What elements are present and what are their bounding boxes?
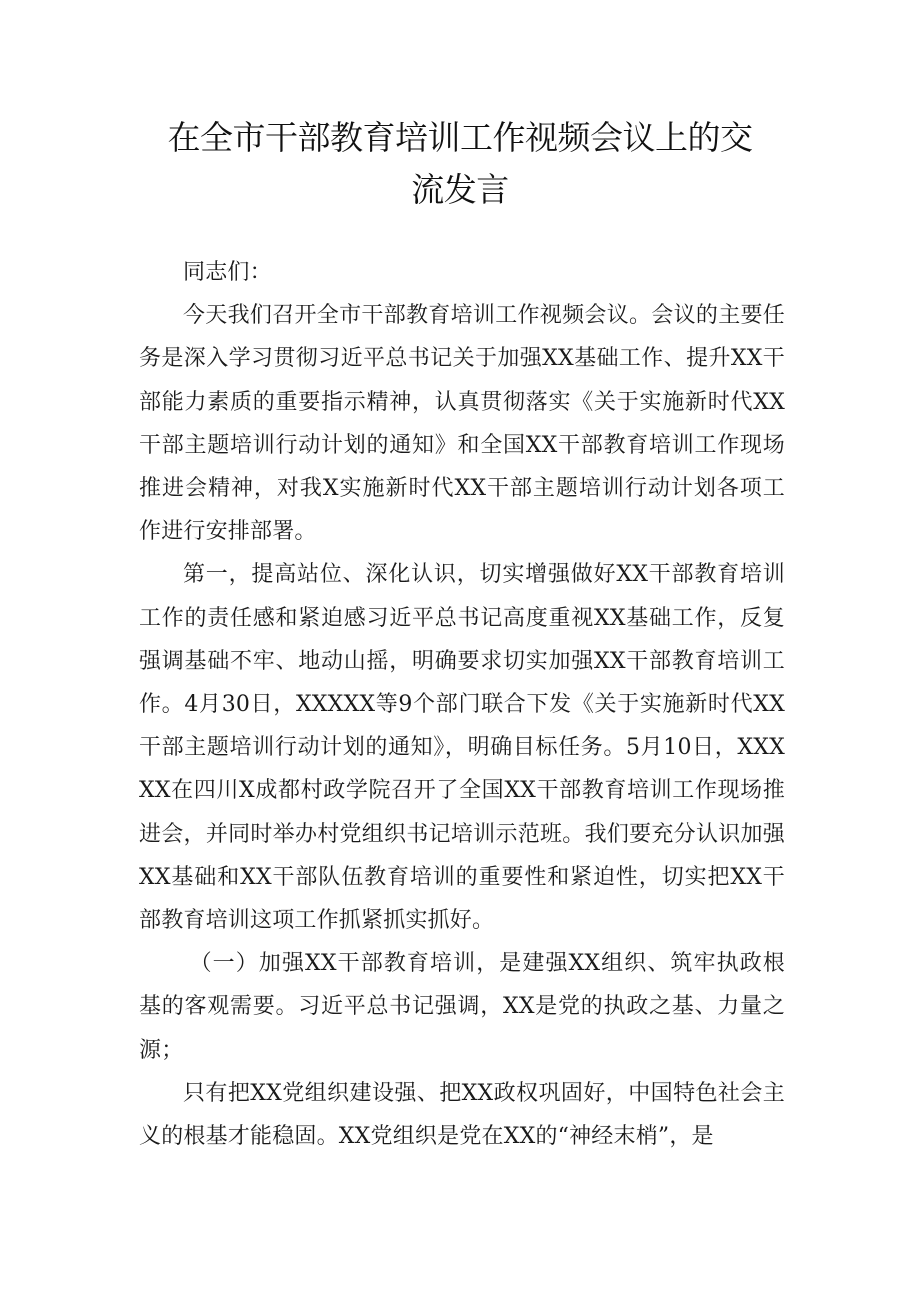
document-title (160, 112, 760, 216)
title-line-2: 流发言 (411, 170, 509, 209)
paragraph-subsection-one: （一）加强XX干部教育培训，是建强XX组织、筑牢执政根基的客观需要。习近平总书记强调，XX是党的执政之基、力量之源； (139, 951, 785, 1063)
paragraph-section-one: 第一，提高站位、深化认识，切实增强做好XX干部教育培训工作的责任感和紧迫感习近平总书记高度重视XX基础工作，反复强调基础不牢、地动山摇，明确要求切实加强XX干部教育培训工作。4月30日，XXXXX等9个部门联合下发《关于实施新时代XX干部主题培训行动计划的通知》，明确目标任务。5月10日，XXXXX在四川X成都村政学院召开了全国XX干部教育培训工作现场推进会，并同时举办村党组织书记培训示范班。我们要充分认识加强XX基础和XX干部队伍教育培训的重要性和紧迫性，切实把XX干部教育培训这项工作抓紧抓实抓好。 (139, 562, 785, 934)
document-body (139, 251, 785, 1158)
title-line-1: 在全市干部教育培训工作视频会议上的交 (167, 118, 753, 157)
paragraph-opening: 今天我们召开全市干部教育培训工作视频会议。会议的主要任务是深入学习贯彻习近平总书记关于加强XX基础工作、提升XX干部能力素质的重要指示精神，认真贯彻落实《关于实施新时代XX干部主题培训行动计划的通知》和全国XX干部教育培训工作现场推进会精神，对我X实施新时代XX干部主题培训行动计划各项工作进行安排部署。 (139, 303, 785, 545)
salutation: 同志们： (183, 260, 272, 285)
paragraph-continuation: 只有把XX党组织建设强、把XX政权巩固好，中国特色社会主义的根基才能稳固。XX党组织是党在XX的“神经末梢”，是 (139, 1080, 785, 1150)
